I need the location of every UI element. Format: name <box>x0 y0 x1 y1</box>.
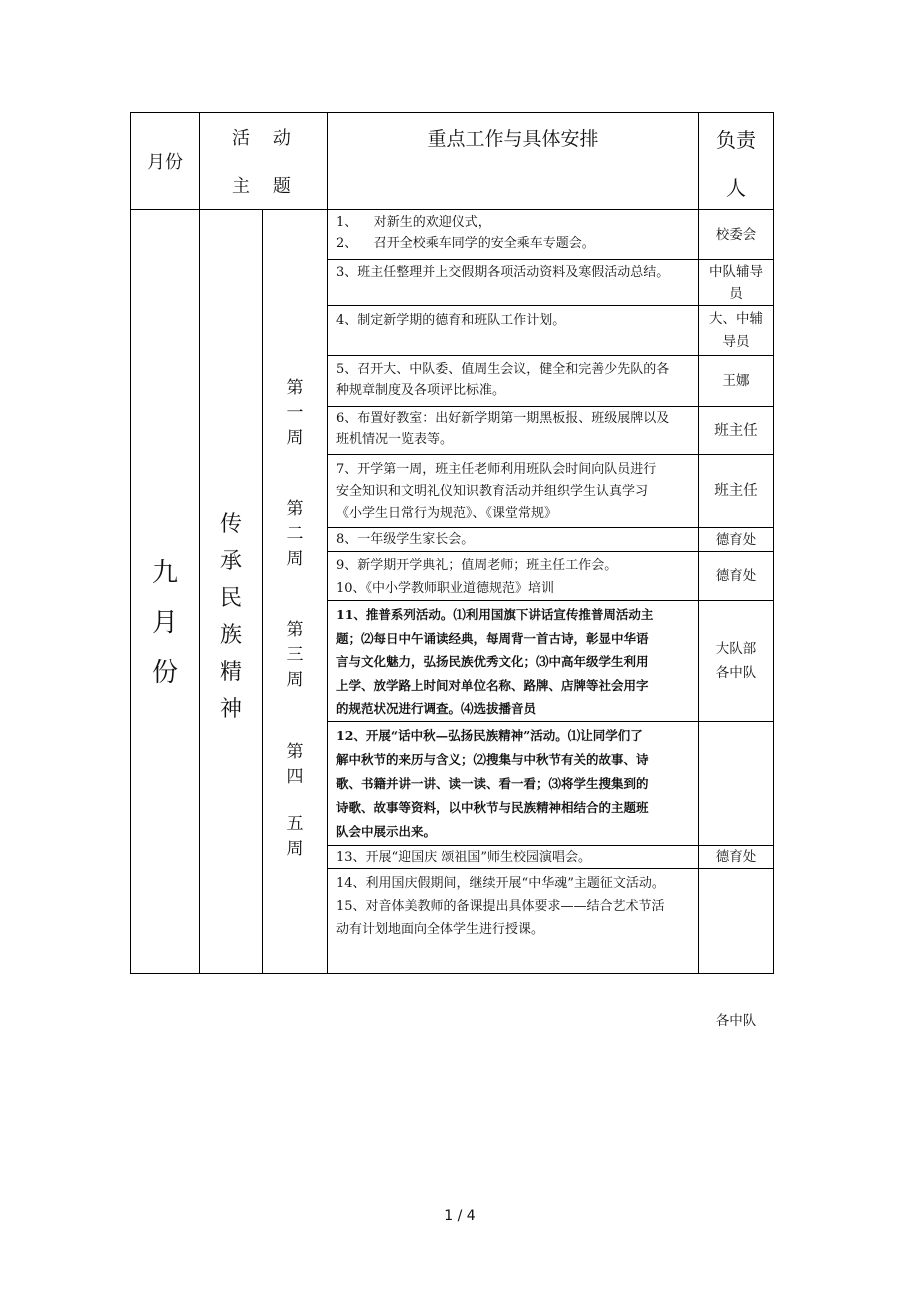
week-char: 第 <box>286 499 304 519</box>
work-line: 题；⑵每日中午诵读经典，每周背一首古诗，彰显中华语 <box>336 630 649 646</box>
theme-char: 神 <box>219 697 242 722</box>
border-left <box>130 112 131 974</box>
resp-row-4 <box>699 356 773 406</box>
activity-theme <box>200 506 262 728</box>
week-1 <box>263 376 327 451</box>
week-4 <box>263 740 327 790</box>
resp-line: 各中队 <box>715 1013 757 1029</box>
resp-line: 大队部 <box>715 641 757 657</box>
month-char: 份 <box>151 658 178 688</box>
work-line: 歌、书籍并讲一讲、读一读、看一看；⑶将学生搜集到的 <box>336 776 649 791</box>
work-line: 12、开展“话中秋—弘扬民族精神”活动。⑴让同学们了 <box>336 728 643 743</box>
work-row-4 <box>336 359 669 401</box>
work-line: 3、班主任整理并上交假期各项活动资料及寒假活动总结。 <box>336 265 670 280</box>
header-bottom <box>130 209 774 210</box>
week-char: 四 <box>286 767 304 787</box>
work-line: 班机情况一览表等。 <box>336 432 454 447</box>
work-line: 的规范状况进行调查。⑷选拔播音员 <box>336 701 537 716</box>
resp-line: 各中队 <box>715 665 757 681</box>
work-line: 8、一年级学生家长会。 <box>336 532 475 547</box>
work-row-3 <box>336 310 565 331</box>
week-char: 周 <box>286 428 304 448</box>
work-line: 7、开学第一周，班主任老师利用班队会时间向队员进行 <box>336 462 657 477</box>
work-row-5 <box>336 408 669 450</box>
work-line: 10、《中小学教师职业道德规范》培训 <box>336 581 555 596</box>
resp-line: 员 <box>729 285 743 302</box>
week-char: 一 <box>286 403 304 423</box>
work-line: 动有计划地面向全体学生进行授课。 <box>336 922 545 937</box>
work-row-11 <box>336 847 591 868</box>
theme-char: 精 <box>219 660 242 685</box>
work-row-9 <box>336 603 653 721</box>
work-row-1 <box>336 212 595 254</box>
work-row-8 <box>336 554 617 600</box>
week-3 <box>263 618 327 693</box>
work-line: 队会中展示出来。 <box>336 824 437 839</box>
month-label <box>131 548 199 698</box>
resp-line: 班主任 <box>714 422 758 439</box>
resp-row-8 <box>699 552 773 600</box>
resp-row-6 <box>699 455 773 527</box>
month-char: 九 <box>151 558 178 588</box>
resp-line: 大、中辅 <box>709 310 763 327</box>
header-theme-line2: 主 题 <box>232 176 291 197</box>
resp-line: 德育处 <box>715 531 757 548</box>
resp-row-11 <box>699 846 773 868</box>
work-line: 5、召开大、中队委、值周生会议，健全和完善少先队的各 <box>336 362 670 377</box>
resp-row-1 <box>699 210 773 259</box>
week-char: 第 <box>286 378 304 398</box>
work-line: 14、利用国庆假期间，继续开展“中华魂”主题征文活动。 <box>336 876 665 891</box>
resp-line: 校委会 <box>715 226 757 243</box>
header-resp-line1: 负责 <box>716 128 756 152</box>
resp-row-7 <box>699 528 773 551</box>
week-char: 周 <box>286 839 304 859</box>
resp-line: 德育处 <box>715 568 757 584</box>
week-char: 周 <box>286 549 304 569</box>
border-top <box>130 112 774 113</box>
work-line: 诗歌、故事等资料，以中秋节与民族精神相结合的主题班 <box>336 800 649 815</box>
work-line: 2、 召开全校乘车同学的安全乘车专题会。 <box>336 236 595 251</box>
resp-line: 班主任 <box>714 483 758 499</box>
page-number: 1 / 4 <box>444 1208 476 1224</box>
resp-row-12 <box>699 869 773 1029</box>
work-line: 1、 对新生的欢迎仪式， <box>336 215 491 230</box>
work-line: 13、开展“迎国庆 颂祖国”师生校园演唱会。 <box>336 850 591 865</box>
week-char: 二 <box>286 524 304 544</box>
work-line: 解中秋节的来历与含义；⑵搜集与中秋节有关的故事、诗 <box>336 752 649 767</box>
resp-row-2 <box>699 260 773 305</box>
header-work: 重点工作与具体安排 <box>427 128 599 150</box>
resp-row-5 <box>699 407 773 454</box>
work-row-2 <box>336 262 669 283</box>
work-row-12 <box>336 872 665 941</box>
week-char: 第 <box>286 620 304 640</box>
resp-line: 德育处 <box>715 849 757 865</box>
work-line: 言与文化魅力，弘扬民族优秀文化；⑶中高年级学生利用 <box>336 654 649 669</box>
theme-char: 族 <box>219 623 242 648</box>
theme-char: 民 <box>219 586 242 611</box>
work-row-7 <box>336 529 474 550</box>
row-divider <box>327 721 774 722</box>
week-char: 周 <box>286 670 304 690</box>
work-line: 9、新学期开学典礼；值周老师；班主任工作会。 <box>336 558 618 573</box>
work-line: 《小学生日常行为规范》、《课堂常规》 <box>336 506 558 521</box>
week-char: 三 <box>286 645 304 665</box>
week-5 <box>263 812 327 862</box>
header-resp-line2: 人 <box>726 176 746 200</box>
work-line: 15、对音体美教师的备课提出具体要求——结合艺术节活 <box>336 899 665 914</box>
work-row-6 <box>336 459 656 525</box>
resp-row-9 <box>699 601 773 721</box>
header-theme-line1: 活 动 <box>232 128 291 149</box>
resp-line: 导员 <box>722 333 750 350</box>
work-line: 6、布置好教室：出好新学期第一期黑板报、班级展牌以及 <box>336 411 670 426</box>
work-line: 安全知识和文明礼仪知识教育活动并组织学生认真学习 <box>336 484 649 499</box>
border-bottom <box>130 973 774 974</box>
work-line: 4、制定新学期的德育和班队工作计划。 <box>336 313 566 328</box>
work-line: 11、推普系列活动。⑴利用国旗下讲话宣传推普周活动主 <box>336 607 654 622</box>
month-char: 月 <box>151 608 178 638</box>
work-line: 上学、放学路上时间对单位名称、路牌、店牌等社会用字 <box>336 677 649 693</box>
header-month: 月份 <box>147 152 183 173</box>
work-row-10 <box>336 724 649 844</box>
work-line: 种规章制度及各项评比标准。 <box>336 383 506 398</box>
theme-char: 传 <box>219 512 242 537</box>
resp-line: 中队辅导 <box>709 263 763 280</box>
resp-line: 王娜 <box>722 373 750 389</box>
week-char: 五 <box>286 814 304 834</box>
week-char: 第 <box>286 742 304 762</box>
theme-char: 承 <box>219 549 242 574</box>
week-2 <box>263 497 327 572</box>
resp-row-3 <box>699 306 773 355</box>
